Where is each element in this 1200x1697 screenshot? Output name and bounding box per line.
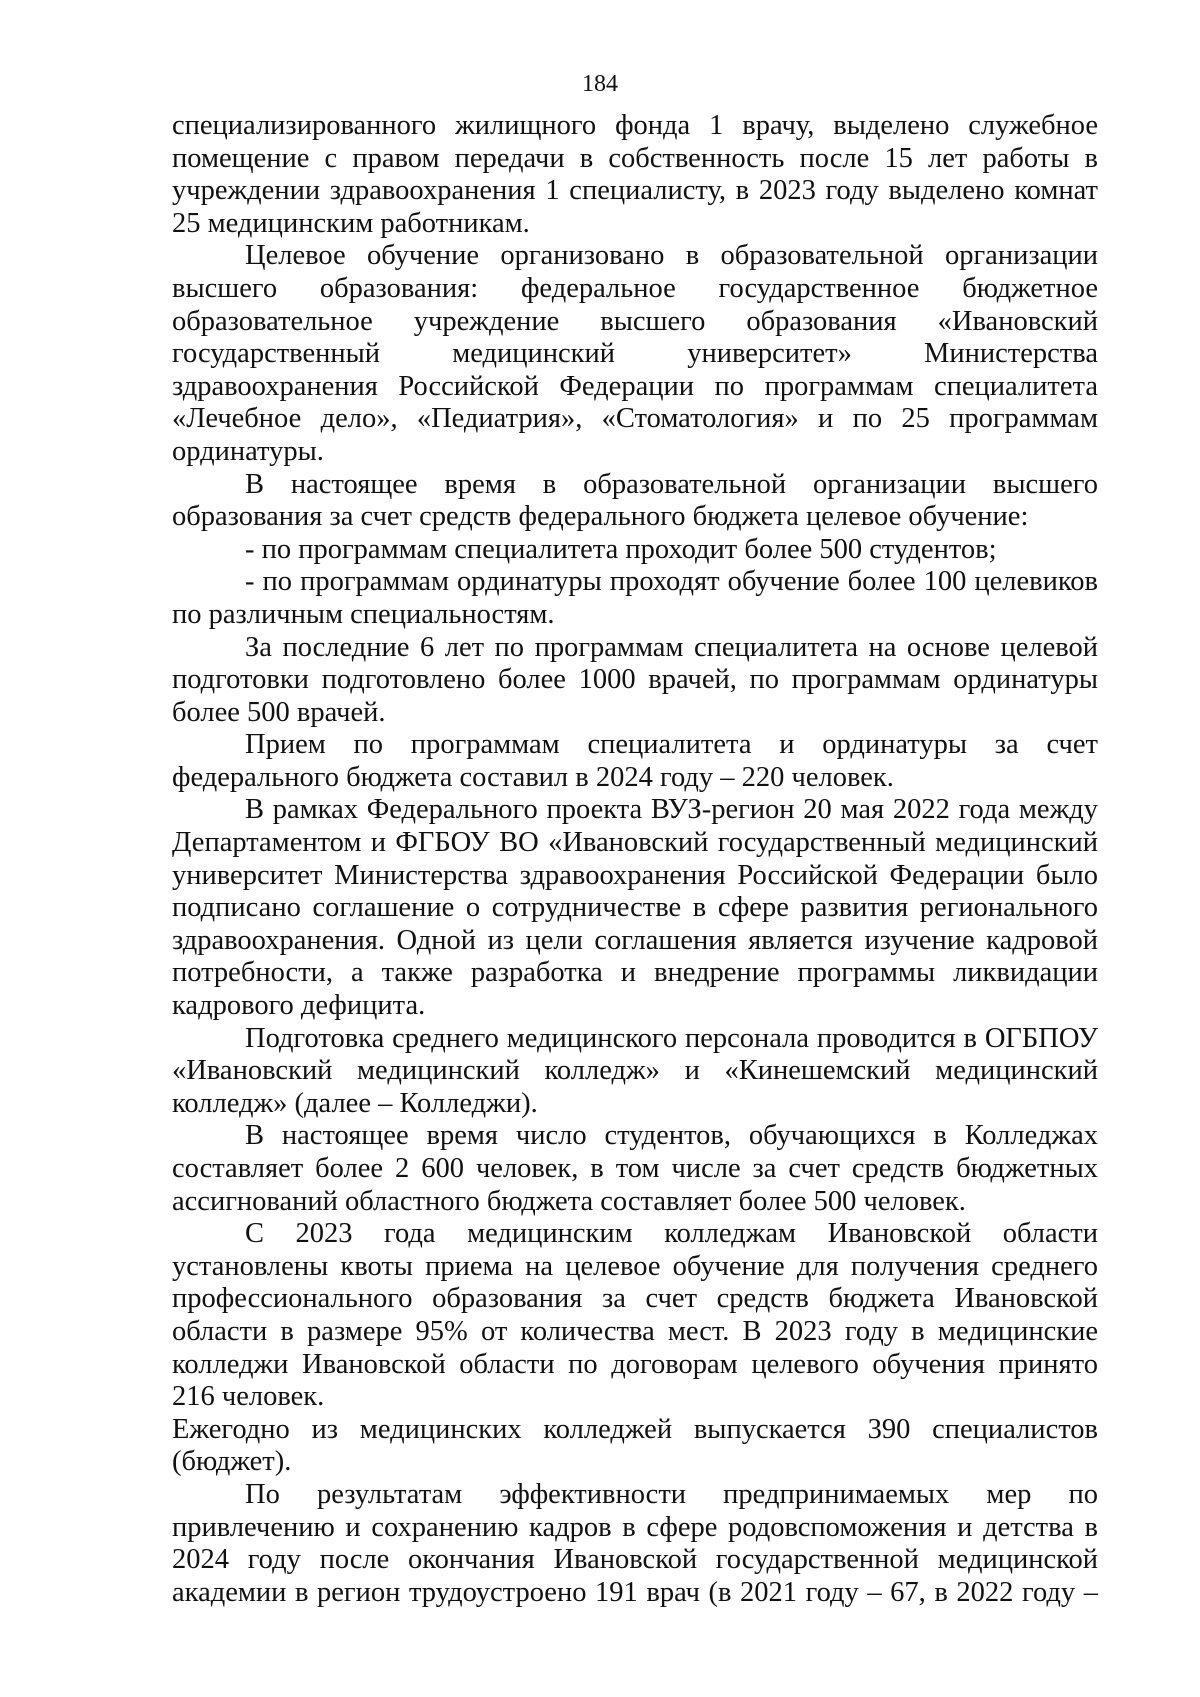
paragraph-admission: Прием по программам специалитета и ординатуры за счет федерального бюджета составил в 2024 году – 220 человек. [172, 729, 1098, 793]
paragraph-current-training: В настоящее время в образовательной организации высшего образования за счет средств федерального бюджета целевое обучение: [172, 468, 1098, 533]
paragraph-housing: специализированного жилищного фонда 1 врачу, выделено служебное помещение с правом передачи в собственность после 15 лет работы в учреждении здравоохранения 1 специалисту, в 2023 году выделено комнат 25 медицинским работникам. [172, 110, 1098, 239]
page-number: 184 [582, 71, 618, 97]
document-body [172, 110, 1098, 1609]
paragraph-last-six-years: За последние 6 лет по программам специалитета на основе целевой подготовки подготовлено более 1000 врачей, по программам ординатуры более 500 врачей. [172, 631, 1098, 728]
paragraph-university-region: В рамках Федерального проекта ВУЗ-регион 20 мая 2022 года между Департаментом и ФГБОУ ВО «Ивановский государственный медицинский университет Министерства здравоохранения Российской Федерации было подписано соглашение о сотрудничестве в сфере развития регионального здравоохранения. Одной из цели соглашения является изучение кадровой потребности, а также разработка и внедрение программы ликвидации кадрового дефицита. [172, 794, 1098, 1022]
paragraph-targeted-training: Целевое обучение организовано в образовательной организации высшего образования: федеральное государственное бюджетное образовательное учреждение высшего образования «Ивановский государственный медицинский университет» Министерства здравоохранения Российской Федерации по программам специалитета «Лечебное дело», «Педиатрия», «Стоматология» и по 25 программам ординатуры. [172, 240, 1098, 467]
paragraph-quotas: С 2023 года медицинским колледжам Ивановской области установлены квоты приема на целевое обучение для получения среднего профессионального образования за счет средств бюджета Ивановской области в размере 95% от количества мест. В 2023 году в медицинские колледжи Ивановской области по договорам целевого обучения принято 216 человек. [172, 1218, 1098, 1413]
paragraph-results: По результатам эффективности предпринимаемых мер по привлечению и сохранению кадров в сфере родовспоможения и детства в 2024 году после окончания Ивановской государственной медицинской академии в регион трудоустроено 191 врач (в 2021 году – 67, в 2022 году – [172, 1478, 1098, 1608]
paragraph-college-students: В настоящее время число студентов, обучающихся в Колледжах составляет более 2 600 человек, в том числе за счет средств бюджетных ассигнований областного бюджета составляет более 500 человек. [172, 1120, 1098, 1217]
list-item-residency: - по программам ординатуры проходят обучение более 100 целевиков по различным специальностям. [172, 566, 1098, 630]
list-item-specialty: - по программам специалитета проходит более 500 студентов; [245, 533, 997, 565]
paragraph-annual-graduates: Ежегодно из медицинских колледжей выпускается 390 специалистов (бюджет). [172, 1413, 1098, 1478]
paragraph-nursing-training: Подготовка среднего медицинского персонала проводится в ОГБПОУ «Ивановский медицинский колледж» и «Кинешемский медицинский колледж» (далее – Колледжи). [172, 1022, 1098, 1119]
